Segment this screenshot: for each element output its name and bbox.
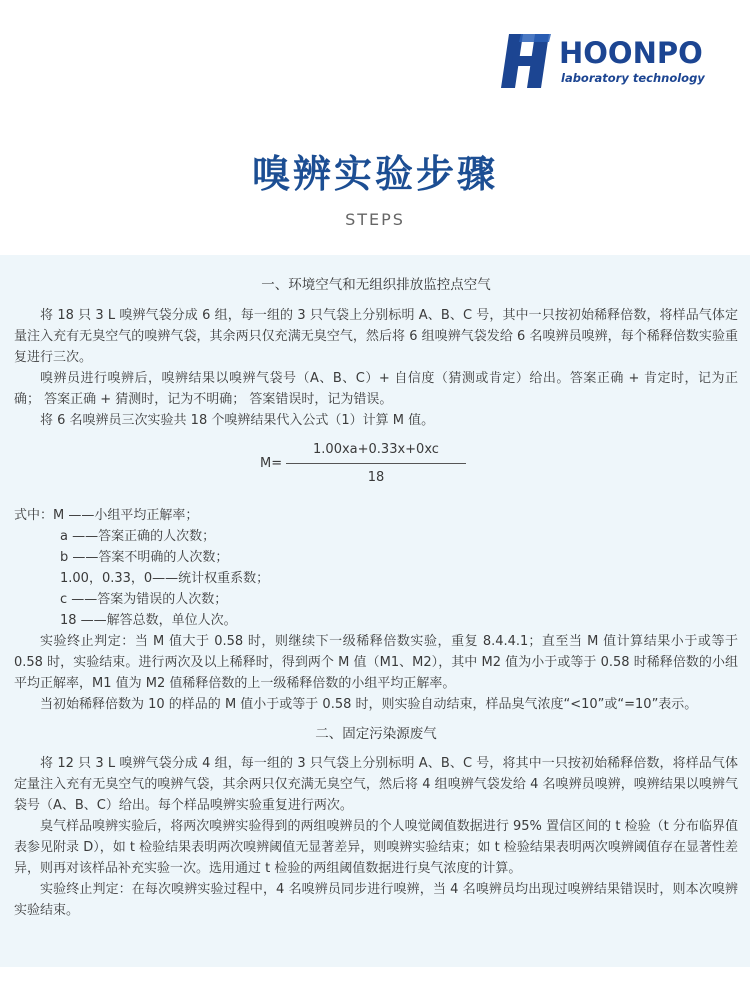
formula-numerator: 1.00xa+0.33x+0xc (313, 442, 439, 457)
brand-name: HOONPO (559, 36, 703, 70)
section-2-termination: 实验终止判定：在每次嗅辨实验过程中，4 名嗅辨员同步进行嗅辨，当 4 名嗅辨员均出现过嗅辨结果错误时，则本次嗅辨实验结束。 (14, 882, 738, 918)
header (0, 0, 750, 255)
definition-c: c ——答案为错误的人次数； (60, 592, 228, 607)
page-title: 嗅辨实验步骤 (251, 152, 498, 196)
definition-total: 18 ——解答总数，单位人次。 (60, 613, 237, 628)
fraction-bar (286, 463, 466, 464)
page-subtitle: STEPS (345, 210, 405, 229)
steps-panel (0, 255, 750, 967)
definition-a: a ——答案正确的人次数； (60, 529, 216, 544)
section-2-heading: 二、固定污染源废气 (315, 726, 437, 742)
brand-tagline: laboratory technology (561, 71, 705, 85)
section-1-termination: 实验终止判定：当 M 值大于 0.58 时，则继续下一级稀释倍数实验，重复 8.4.4.1；直至当 M 值计算结果小于或等于 0.58 时，实验结束。进行两次及以上稀释时，得到两个 M 值（M1、M2），其中 M2 值为小于或等于 0.58 时稀释倍数的小组平均正解率，M1 值为 M2 值稀释倍数的上一级稀释倍数的小组平均正解率。 (14, 634, 738, 691)
formula-m (14, 439, 738, 505)
definition-b: b ——答案不明确的人次数； (60, 550, 229, 565)
steps-body (14, 275, 738, 921)
section-1-auto-end: 当初始稀释倍数为 10 的样品的 M 值小于或等于 0.58 时，则实验自动结束，样品臭气浓度“<10”或“=10”表示。 (40, 697, 698, 712)
brand-logo (497, 30, 747, 92)
section-2-paragraph-1: 将 12 只 3 L 嗅辨气袋分成 4 组，每一组的 3 只气袋上分别标明 A、B、C 号，将其中一只按初始稀释倍数，将样品气体定量注入充有无臭空气的嗅辨气袋，其余两只仅充满无臭空气，然后将 4 组嗅辨气袋发给 4 名嗅辨员嗅辨，嗅辨结果以嗅辨气袋号（A、B、C）给出。每个样品嗅辨实验重复进行两次。 (14, 756, 738, 813)
formula-denominator: 18 (367, 470, 385, 485)
formula-lhs: M= (260, 456, 283, 471)
definition-m: 式中：M ——小组平均正解率； (14, 508, 199, 523)
section-1-paragraph-3: 将 6 名嗅辨员三次实验共 18 个嗅辨结果代入公式（1）计算 M 值。 (40, 413, 435, 428)
section-1-paragraph-1: 将 18 只 3 L 嗅辨气袋分成 6 组，每一组的 3 只气袋上分别标明 A、B、C 号，其中一只按初始稀释倍数，将样品气体定量注入充有无臭空气的嗅辨气袋，其余两只仅充满无臭空气，然后将 6 组嗅辨气袋发给 6 名嗅辨员嗅辨，每个稀释倍数实验重复进行三次。 (14, 308, 738, 365)
section-1-heading: 一、环境空气和无组织排放监控点空气 (261, 277, 491, 293)
formula-definitions (14, 505, 738, 631)
section-2-paragraph-2: 臭气样品嗅辨实验后，将两次嗅辨实验得到的两组嗅辨员的个人嗅觉阈值数据进行 95% 置信区间的 t 检验（t 分布临界值表参见附录 D），如 t 检验结果表明两次嗅辨阈值无显著差异，则嗅辨实验结束；如 t 检验结果表明两次嗅辨阈值存在显著性差异，则再对该样品补充实验一次。选用通过 t 检验的两组阈值数据进行臭气浓度的计算。 (14, 819, 738, 876)
hoonpo-logo-icon (497, 30, 559, 92)
definition-weights: 1.00，0.33，0——统计权重系数； (60, 571, 270, 586)
section-1-paragraph-2: 嗅辨员进行嗅辨后，嗅辨结果以嗅辨气袋号（A、B、C）+ 自信度（猜测或肯定）给出。答案正确 + 肯定时，记为正确； 答案正确 + 猜测时，记为不明确； 答案错误时，记为错误。 (14, 371, 738, 407)
